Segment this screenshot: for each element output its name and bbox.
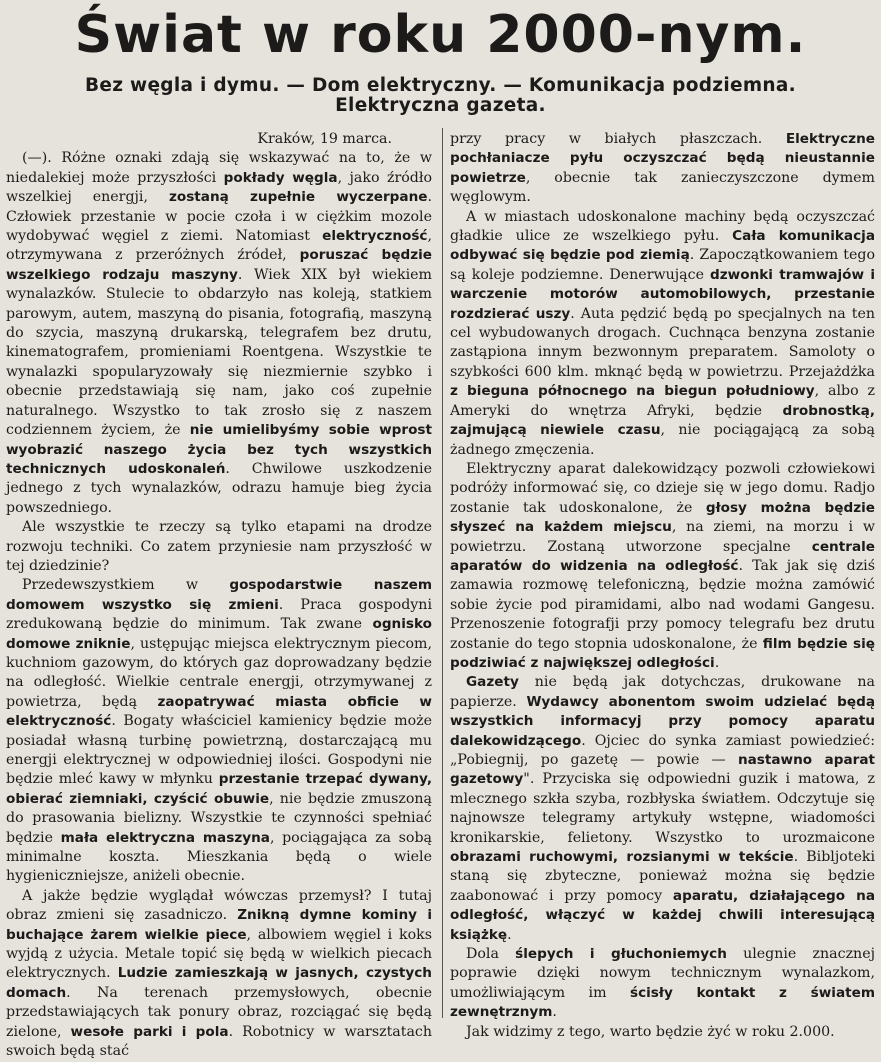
bold-text: zostaną zupełnie wyczerpane	[168, 189, 428, 206]
text-run: .	[507, 926, 512, 943]
text-run: , otrzymywana z przeróżnych źródeł,	[6, 228, 432, 264]
bold-text: centrale aparatów do widzenia na odległość	[450, 538, 875, 574]
bold-text: pokłady węgla	[223, 169, 338, 186]
bold-text: nie umielibyśmy sobie wprost wyobrazić naszego życia bez tych wszystkich technicznych udoskonaleń	[6, 422, 432, 477]
paragraph	[6, 149, 432, 518]
text-run: . Praca gospodyni zredukowaną będzie do minimum. Tak zwane	[6, 596, 432, 633]
right-column-paragraphs	[450, 130, 875, 1042]
bold-text: mała elektryczna maszyna	[60, 829, 270, 846]
left-column-paragraphs	[6, 149, 432, 1061]
text-run: nie będą jak dotychczas, drukowane na papierze.	[450, 674, 875, 710]
bold-text: obrazami ruchowymi, rozsianymi w tekście	[450, 849, 794, 866]
dateline: Kraków, 19 marca.	[257, 131, 392, 147]
text-run: . Bogaty właściciel kamienicy będzie może posiadał własną turbinę powietrzną, dostarczającą mu energji elektrycznej w odpowiedniej ilości. Gospodyni nie będzie mleć kawy w młynku	[6, 713, 432, 788]
right-column	[450, 130, 876, 1040]
text-run: , na ziemi, na morzu i w powietrzu. Zostaną utworzone specjalne	[450, 519, 875, 555]
bold-text: nastawno aparat gazetowy	[450, 752, 875, 788]
bold-text: Ludzie zamieszkają w jasnych, czystych domach	[6, 965, 432, 1001]
bold-text: Elektryczne pochłaniacze pyłu oczyszczać będą nieustannie powietrze	[450, 131, 875, 186]
text-run: , obecnie tak zanieczyszczone dymem węglowym.	[450, 169, 875, 206]
paragraph	[6, 576, 432, 887]
bold-text: aparatu, działającego na odległość, włączyć w każdej chwili interesującą książkę	[450, 887, 875, 943]
text-run: ". Przyciska się odpowiedni guzik i matowa, z mlecznego szkła szyba, rozbłyska światłem. Odczytuje się najnowsze telegramy artykuły wstępne, wiadomości kronikarskie, felietony. Wszystko to urozmaicone	[450, 771, 875, 846]
text-run: Ale wszystkie te rzeczy są tylko etapami na drodze rozwoju techniki. Co zatem przyniesie nam przyszłość w tej dziedzinie?	[6, 519, 432, 574]
bold-text: elektryczność	[322, 228, 428, 245]
paragraph	[6, 518, 432, 576]
text-run: , nie pociągającą za sobą żadnego zmęczenia.	[450, 422, 875, 458]
text-run: Dola	[466, 946, 516, 963]
bold-text: głosy można będzie słyszeć na każdem miejscu	[450, 499, 875, 536]
bold-text: Wydawcy abonentom swoim udzielać będą wszystkich informacyj przy pomocy aparatu dalekowidzącego	[450, 693, 875, 749]
bold-text: poruszać będzie wszelkiego rodzaju maszyny	[6, 247, 432, 283]
text-run: , nie będzie zmuszoną do prasowania bielizny. Wszystkie te czynności spełniać będzie	[6, 790, 432, 846]
paragraph	[6, 887, 432, 1062]
text-run: .	[552, 1004, 557, 1021]
bold-text: ścisły kontakt z światem zewnętrznym	[450, 984, 876, 1021]
paragraph	[450, 130, 875, 208]
text-run: , ustępując miejsca elektrycznym piecom, kuchniom gazowym, do których gaz doprowadzany będzie na odległość. Wielkie centrale energji, otrzymywanej z powietrza, będą	[6, 635, 432, 710]
text-run: (—). Różne oznaki zdają się wskazywać na to, że w niedalekiej może przyszłości	[6, 150, 432, 186]
text-run: .	[714, 654, 720, 671]
column-divider	[442, 128, 443, 1018]
bold-text: gospodarstwie naszem domowem wszystko się zmieni	[6, 577, 432, 613]
bold-text: dzwonki tramwajów i warczenie motorów automobilowych, przestanie rozdzierać uszy	[450, 266, 876, 322]
bold-text: drobnostką, zajmującą niewiele czasu	[450, 402, 875, 439]
subtitle-line-1: Bez węgla i dymu. — Dom elektryczny. — Komunikacja podziemna.	[85, 75, 796, 96]
text-run: Elektryczny aparat dalekowidzący pozwoli człowiekowi podróży informować się, co dzieje się w jego domu. Radjo zostanie tak udoskonalone, że	[450, 460, 875, 516]
text-run: , albo z Ameryki do wnętrza Afryki, będzie	[450, 383, 876, 419]
bold-text: wesołe parki i pola	[70, 1023, 229, 1040]
text-run: . Zapoczątkowaniem tego są koleje podziemne. Denerwujące	[450, 247, 875, 283]
paragraph	[450, 945, 875, 1023]
article-title: Świat w roku 2000-nym.	[74, 5, 807, 65]
bold-text: Cała komunikacja odbywać się będzie pod ziemią	[450, 228, 875, 264]
bold-text: Znikną dymne kominy i buchające żarem wielkie piece	[6, 907, 432, 943]
bold-text: z bieguna północnego na biegun południowy	[450, 383, 815, 400]
text-run: Przedewszystkiem w	[22, 577, 230, 594]
text-run: , albowiem węgiel i koks wyjdą z użycia. Metale topić się będą w wielkich piecach elektrycznych.	[6, 926, 433, 982]
bold-text: ognisko domowe zniknie	[6, 616, 432, 652]
text-run: . Wiek XIX był wiekiem wynalazków. Stulecie to obdarzyło nas koleją, statkiem parowym, autem, maszyną do pisania, fotografią, maszyną do szycia, maszyną drukarską, telegrafem bez drutu, kinematografem, promieniami Roentgena. Wszystkie te wynalazki spopularyzowały się niezmiernie szybko i obecnie przedstawiają się nam, jako coś zupełnie naturalnego. Wszystko to tak zrosło się z naszem codziennem życiem, że	[6, 266, 432, 439]
text-run: Jak widzimy z tego, warto będzie żyć w roku 2.000.	[466, 1023, 835, 1040]
text-run: . Na terenach przemysłowych, obecnie przedstawiających tak ponury obraz, rozciągać się będą zielone,	[6, 984, 432, 1040]
text-run: A jakże będzie wyglądał wówczas przemysł? I tutaj obraz zmieni się zasadniczo.	[6, 887, 432, 924]
text-run: . Bibljoteki staną się zbyteczne, ponieważ można się będzie zaabonować i przy pomocy	[450, 849, 875, 904]
text-run: . Robotnicy w warsztatach swoich będą stać	[6, 1023, 432, 1060]
article-subtitle	[0, 76, 881, 116]
text-run: ulegnie znacznej poprawie dzięki nowym technicznym wynalazkom, umożliwiającym im	[450, 946, 875, 1001]
text-run: , pociągająca za sobą minimalne koszta. Mieszkania będą o wiele hygieniczniejsze, aniżeli obecnie.	[6, 829, 433, 885]
text-run: . Chwilowe uszkodzenie jednego z tych wynalazków, odrazu hamuje bieg życia powszedniego.	[6, 460, 432, 516]
bold-text: ślepych i głuchoniemych	[515, 946, 727, 963]
text-run: , jako źródło wszelkiej energji,	[6, 169, 432, 206]
bold-text: zaopatrywać miasta obficie w elektryczność	[6, 693, 432, 730]
paragraph	[450, 673, 875, 945]
bold-text: przestanie trzepać dywany, obierać ziemniaki, czyścić obuwie	[6, 771, 432, 807]
text-run: . Tak jak się dziś zamawia rozmowę telefoniczną, będzie można zamówić sobie życie pod piramidami, albo nad wodami Gangesu. Przenoszenie fotografji przy pomocy telegrafu bez drutu zostanie do tego stopnia udoskonalone, że	[450, 557, 875, 652]
text-run: . Auta pędzić będą po specjalnych na ten cel wybudowanych drogach. Cuchnąca benzyna zostanie zastąpiona innym bezwonnym preparatem. Samoloty o szybkości 600 klm. mknąć będą w powietrzu. Przejażdżka	[450, 305, 875, 380]
bold-text: Gazety	[466, 674, 519, 691]
left-column	[6, 130, 433, 1060]
text-run: A w miastach udoskonalone machiny będą oczyszczać gładkie ulice ze wszelkiego pyłu.	[450, 208, 875, 245]
text-run: . Ojciec do synka zamiast powiedzieć: „Pobiegnij, po gazetę — powie —	[450, 732, 875, 768]
text-run: przy pracy w białych płaszczach.	[450, 131, 786, 147]
paragraph	[450, 1023, 875, 1042]
paragraph	[450, 208, 875, 460]
bold-text: film będzie się podziwiać z największej odległości	[450, 635, 875, 671]
subtitle-line-2: Elektryczna gazeta.	[335, 95, 546, 116]
text-run: . Człowiek przestanie w pocie czoła i w ciężkim mozole wydobywać węgiel z ziemi. Natomiast	[6, 189, 432, 245]
paragraph	[450, 460, 875, 673]
